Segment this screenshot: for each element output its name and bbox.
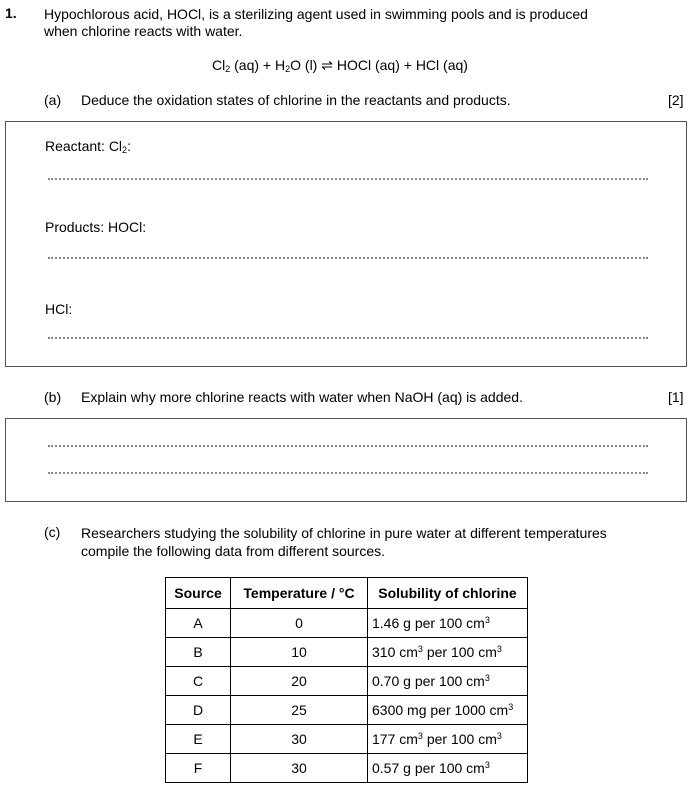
- answer-line[interactable]: [48, 178, 648, 180]
- solubility-table: [165, 577, 528, 783]
- table-row: [166, 725, 528, 754]
- table-row: [166, 667, 528, 696]
- cell-solubility: 0.57 g per 100 $cm^3$: [368, 754, 528, 783]
- header-temperature: Temperature / °C: [231, 578, 368, 609]
- header-source: Source: [166, 578, 231, 609]
- eq-cl: Cl: [212, 57, 226, 73]
- answer-line[interactable]: [48, 337, 648, 339]
- answer-line[interactable]: [48, 472, 648, 474]
- reactant-label: Reactant: $Cl_2$:: [45, 138, 131, 155]
- part-b-text: Explain why more chlorine reacts with water when NaOH (aq) is added.: [81, 389, 523, 405]
- header-solubility: Solubility of chlorine: [368, 578, 528, 609]
- table-row: [166, 638, 528, 667]
- cell-solubility: 6300 mg per 1000 $cm^3$: [368, 696, 528, 725]
- eq-products: HOCl (aq) + HCl (aq): [332, 57, 468, 73]
- products-label: Products: HOCl:: [45, 219, 147, 235]
- answer-line[interactable]: [48, 257, 648, 259]
- reaction-equation: [212, 57, 468, 74]
- part-b-label: (b): [44, 389, 62, 405]
- table-row: [166, 609, 528, 638]
- table-row: [166, 696, 528, 725]
- cell-source: A: [166, 609, 231, 638]
- question-intro-line2: when chlorine reacts with water.: [44, 23, 243, 39]
- part-c-text-line2: compile the following data from different sources.: [81, 543, 386, 559]
- part-c-label: (c): [44, 524, 61, 540]
- cell-temperature: 10: [231, 638, 368, 667]
- question-intro-line1: Hypochlorous acid, HOCl, is a sterilizing agent used in swimming pools and is produced: [44, 6, 588, 22]
- cell-source: D: [166, 696, 231, 725]
- table-header-row: [166, 578, 528, 609]
- cell-source: F: [166, 754, 231, 783]
- cell-temperature: 25: [231, 696, 368, 725]
- part-c-text-line1: Researchers studying the solubility of chlorine in pure water at different temperatures: [81, 525, 607, 541]
- cell-solubility: 0.70 g per 100 $cm^3$: [368, 667, 528, 696]
- answer-box-a[interactable]: [5, 121, 687, 367]
- cell-solubility: 310 $cm^3$ per 100 $cm^3$: [368, 638, 528, 667]
- cell-temperature: 0: [231, 609, 368, 638]
- eq-water: O (l): [290, 57, 322, 73]
- cell-temperature: 30: [231, 754, 368, 783]
- cell-solubility: 177 $cm^3$ per 100 $cm^3$: [368, 725, 528, 754]
- eq-aq1: (aq) + H: [230, 57, 286, 73]
- cell-solubility: 1.46 g per 100 $cm^3$: [368, 609, 528, 638]
- eq-h-sub: 2: [285, 64, 291, 74]
- cell-source: C: [166, 667, 231, 696]
- part-a-text: Deduce the oxidation states of chlorine in the reactants and products.: [81, 92, 511, 108]
- cell-source: E: [166, 725, 231, 754]
- part-a-marks: [2]: [668, 92, 684, 108]
- cell-source: B: [166, 638, 231, 667]
- answer-line[interactable]: [48, 445, 648, 447]
- eq-cl-sub: 2: [225, 64, 231, 74]
- part-b-marks: [1]: [668, 389, 684, 405]
- table-row: [166, 754, 528, 783]
- part-a-label: (a): [44, 92, 62, 108]
- cell-temperature: 20: [231, 667, 368, 696]
- equilibrium-arrow-icon: ⇌: [321, 57, 333, 73]
- hcl-label: HCl:: [45, 301, 73, 317]
- answer-box-b[interactable]: [5, 418, 687, 502]
- question-number: 1.: [5, 5, 17, 21]
- cell-temperature: 30: [231, 725, 368, 754]
